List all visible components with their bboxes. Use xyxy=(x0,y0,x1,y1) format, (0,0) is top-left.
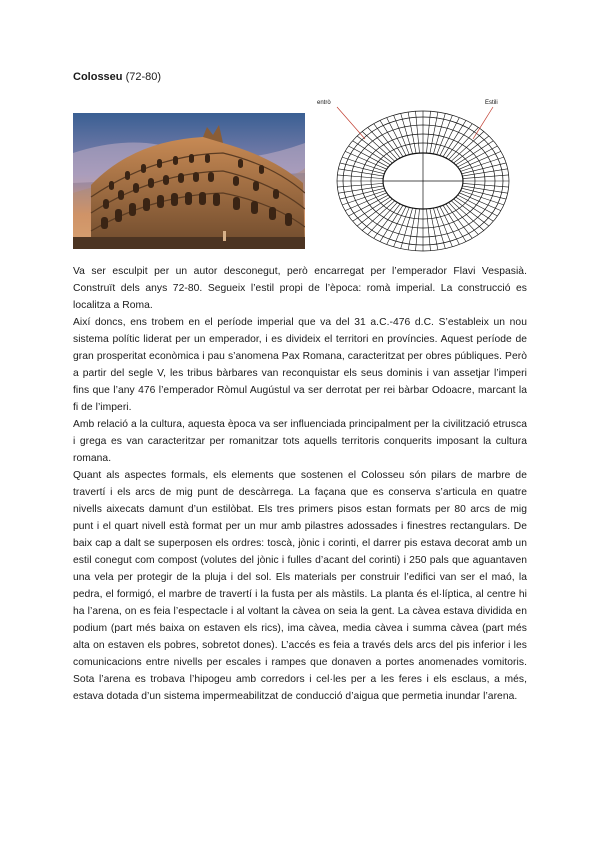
plan-radial-wall xyxy=(338,169,383,176)
plan-radial-wall xyxy=(416,209,420,251)
plan-label-right: Estili xyxy=(485,100,498,106)
plan-radial-wall xyxy=(430,112,438,153)
plan-radial-wall xyxy=(443,120,466,156)
plan-radial-wall xyxy=(368,127,398,159)
paragraph: Així doncs, ens trobem en el període imperial que va del 31 a.C.-476 d.C. S’estableix un nou sistema polític liderat per un emperador, i es divideix el territori en províncies. Aquest període de gran prosperitat econòmica i pau s’anomena Pax Romana, caracteritzat per obres públiques. Però a partir del segle V, les tribus bàrbares van reconquistar els seus dominis i van assetjar l’imperi fins que l’any 476 l’emperador Ròmul Augústul va ser derrotat per rei bàrbar Odoacre, marcant la fi de l’imperi. xyxy=(73,317,527,413)
figures-row xyxy=(73,95,527,257)
plan-radial-wall xyxy=(416,111,420,153)
plan-radial-wall xyxy=(408,209,416,250)
plan-radial-wall xyxy=(443,205,466,241)
plan-radial-wall xyxy=(380,205,403,241)
plan-radial-wall xyxy=(380,120,403,156)
plan-radial-wall xyxy=(368,202,398,234)
plan-label-left: entrò xyxy=(317,100,331,106)
plan-radial-wall xyxy=(449,127,479,159)
paragraph: Va ser esculpit per un autor desconegut, però encarregat per l’emperador Flavi Vespasià. Construït dels anys 72-80. Segueix l’estil propi de l’època: romà imperial. La construcció es localitza a Roma. xyxy=(73,266,527,311)
plan-radial-wall xyxy=(462,169,507,176)
plan-radial-wall xyxy=(408,112,416,153)
colosseum-photo-icon xyxy=(73,113,305,249)
plan-radial-wall xyxy=(463,183,509,187)
title-main: Colosseu xyxy=(73,71,123,83)
plan-radial-wall xyxy=(337,175,383,179)
plan-radial-wall xyxy=(337,183,383,187)
page-title xyxy=(73,70,161,84)
plan-radial-wall xyxy=(427,209,431,251)
plan-radial-wall xyxy=(427,111,431,153)
plan-radial-wall xyxy=(462,186,507,193)
plan-radial-wall xyxy=(463,175,509,179)
plan-radial-wall xyxy=(430,209,438,250)
paragraph: Quant als aspectes formals, els elements que sostenen el Colosseu són pilars de marbre de travertí i els arcs de mig punt de descàrrega. La façana que es conserva s’articula en quatre nivells aixecats damunt d’un estilòbat. Els tres primers pisos estan formats per 80 arcs de mig punt i el quart nivell està format per un mur amb pilastres adossades i finestres rectangulars. De baix cap a dalt se superposen els ordres: toscà, jònic i corinti, el darrer pis estava decorat amb un estil conegut com compost (volutes del jònic i fulles d’acant del corinti) i 250 pals que aguantaven una vela per protegir de la pluja i del sol. Els materials per construir l’edifici van ser el maó, la pedra, el formigó, el marbre de travertí i la fusta per als màstils. La planta és el·líptica, al centre hi ha l’arena, on es feia l’espectacle i al voltant la càvea on seia la gent. La càvea estava dividida en podium (part més baixa on estaven els rics), ima càvea, media càvea i summa càvea (part més alta on estaven els pobres, sobretot dones). L’accés es feia a través dels arcs del pis inferior i les comunicacions entre nivells per escales i rampes que donaven a portes anomenades vomitoris. Sota l’arena es trobava l’hipogeu amb corredors i cel·les per a les feres i els esclaus, a més, estava dotada d’un sistema impermeabilitzat de conducció d’aigua que permetia inundar l’arena. xyxy=(73,470,527,702)
plan-radial-wall xyxy=(338,186,383,193)
title-dates: (72-80) xyxy=(122,71,162,83)
plan-radial-wall xyxy=(449,202,479,234)
paragraph: Amb relació a la cultura, aquesta època va ser influenciada principalment per la civilització etrusca i grega es van caracteritzar per romanitzar tots aquells territoris conquerits imposant la cultura romana. xyxy=(73,419,527,464)
body-text xyxy=(73,263,527,705)
colosseum-floor-plan-icon xyxy=(313,95,531,257)
